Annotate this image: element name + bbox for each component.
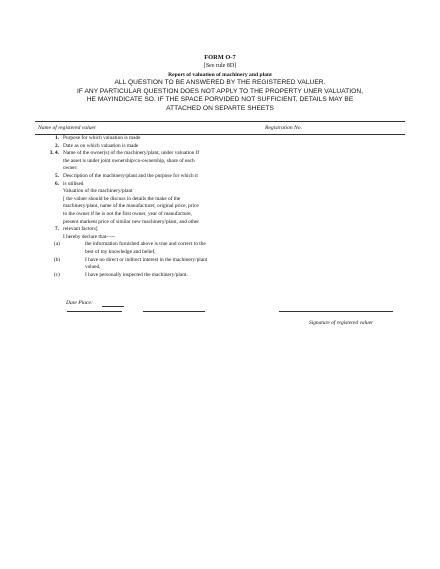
question-text: machinery/plant, name of the manufacturer, original price, price [63, 203, 199, 210]
signature-line [279, 311, 393, 312]
instruction-line: ATTACHED ON SEPARTE SHEETS [166, 104, 274, 112]
rule-reference: [See rule 8D] [203, 63, 237, 69]
signature-label: Signature of registered valuer [309, 320, 374, 326]
question-text: [ the valuer should be discuss in details the make of the [63, 195, 181, 202]
questions-list [35, 135, 305, 279]
declaration-text: best of my knowledge and belief, [85, 248, 156, 255]
question-text: to the owner if he is not the first owner, year of manufacture, [63, 210, 192, 217]
question-item [35, 181, 305, 227]
question-text: Valuation of the machinery/plant [63, 188, 133, 195]
question-number: 6. [55, 180, 59, 187]
declaration-letter: (b) [54, 256, 61, 263]
question-item [35, 226, 305, 241]
registration-number-label: Registration No. [265, 125, 302, 131]
date-line [67, 311, 122, 312]
place-line [143, 311, 205, 312]
question-text: owner: [63, 165, 78, 172]
question-text: Description of the machinery/plant and the purpose for which it [63, 172, 198, 179]
instructions [20, 79, 420, 113]
date-place-underline [102, 306, 124, 307]
form-title: FORM O-7 [204, 54, 236, 61]
question-number: 7. [55, 226, 59, 233]
declaration-text: I have no direct or indirect interest in the machinery/plant [85, 256, 208, 263]
question-text: is utilised [63, 180, 84, 187]
question-item [35, 173, 305, 181]
declaration-item [35, 257, 305, 272]
declaration-text: I have personally inspected the machinery/plant. [85, 271, 188, 278]
question-text: the asset is under joint ownership/co-ownership, share of each [63, 157, 195, 164]
question-text: relevant factors] [63, 226, 98, 233]
question-item [35, 150, 305, 173]
question-text: Date as on which valuation is made [63, 142, 139, 149]
declaration-item [35, 272, 305, 280]
question-number: 5. [55, 172, 59, 179]
instruction-line: HE MAYINDICATE SO. IF THE SPACE PORVIDED NOT SUFFICIENT, DETAILS MAY BE [86, 96, 354, 104]
question-item [35, 135, 305, 143]
question-text: present markent price of similar new machinery/plant, and other [63, 218, 200, 225]
question-text: Purpose for which valuation is made [63, 135, 141, 141]
question-text: Name of the owner(s) of the machinery/plant, under valuation If [63, 150, 200, 157]
instruction-line: ALL QUESTION TO BE ANSWERED BY THE REGISTERED VALUER. [114, 79, 326, 86]
question-number: 2. [55, 142, 59, 149]
instruction-line: IF ANY PARTICULAR QUESTION DOES NOT APPLY TO THE PROPERTY UNER VALUATION, [76, 87, 364, 95]
declaration-text: valued, [85, 264, 101, 271]
question-number: 3. 4. [49, 150, 59, 157]
declaration-item [35, 241, 305, 256]
date-place-label: Date Place: [66, 300, 93, 306]
question-text: I hereby declare that----- [63, 233, 116, 240]
valuer-header-row [35, 121, 405, 135]
declaration-letter: (c) [54, 271, 60, 278]
declaration-text: the information furnished above is true and correct to the [85, 241, 206, 248]
report-title: Report of valuation of machinery and plant [168, 72, 272, 78]
question-number: 1. [55, 135, 59, 141]
valuer-name-label: Name of registered valuer [38, 125, 97, 131]
declaration-letter: (a) [54, 241, 60, 248]
